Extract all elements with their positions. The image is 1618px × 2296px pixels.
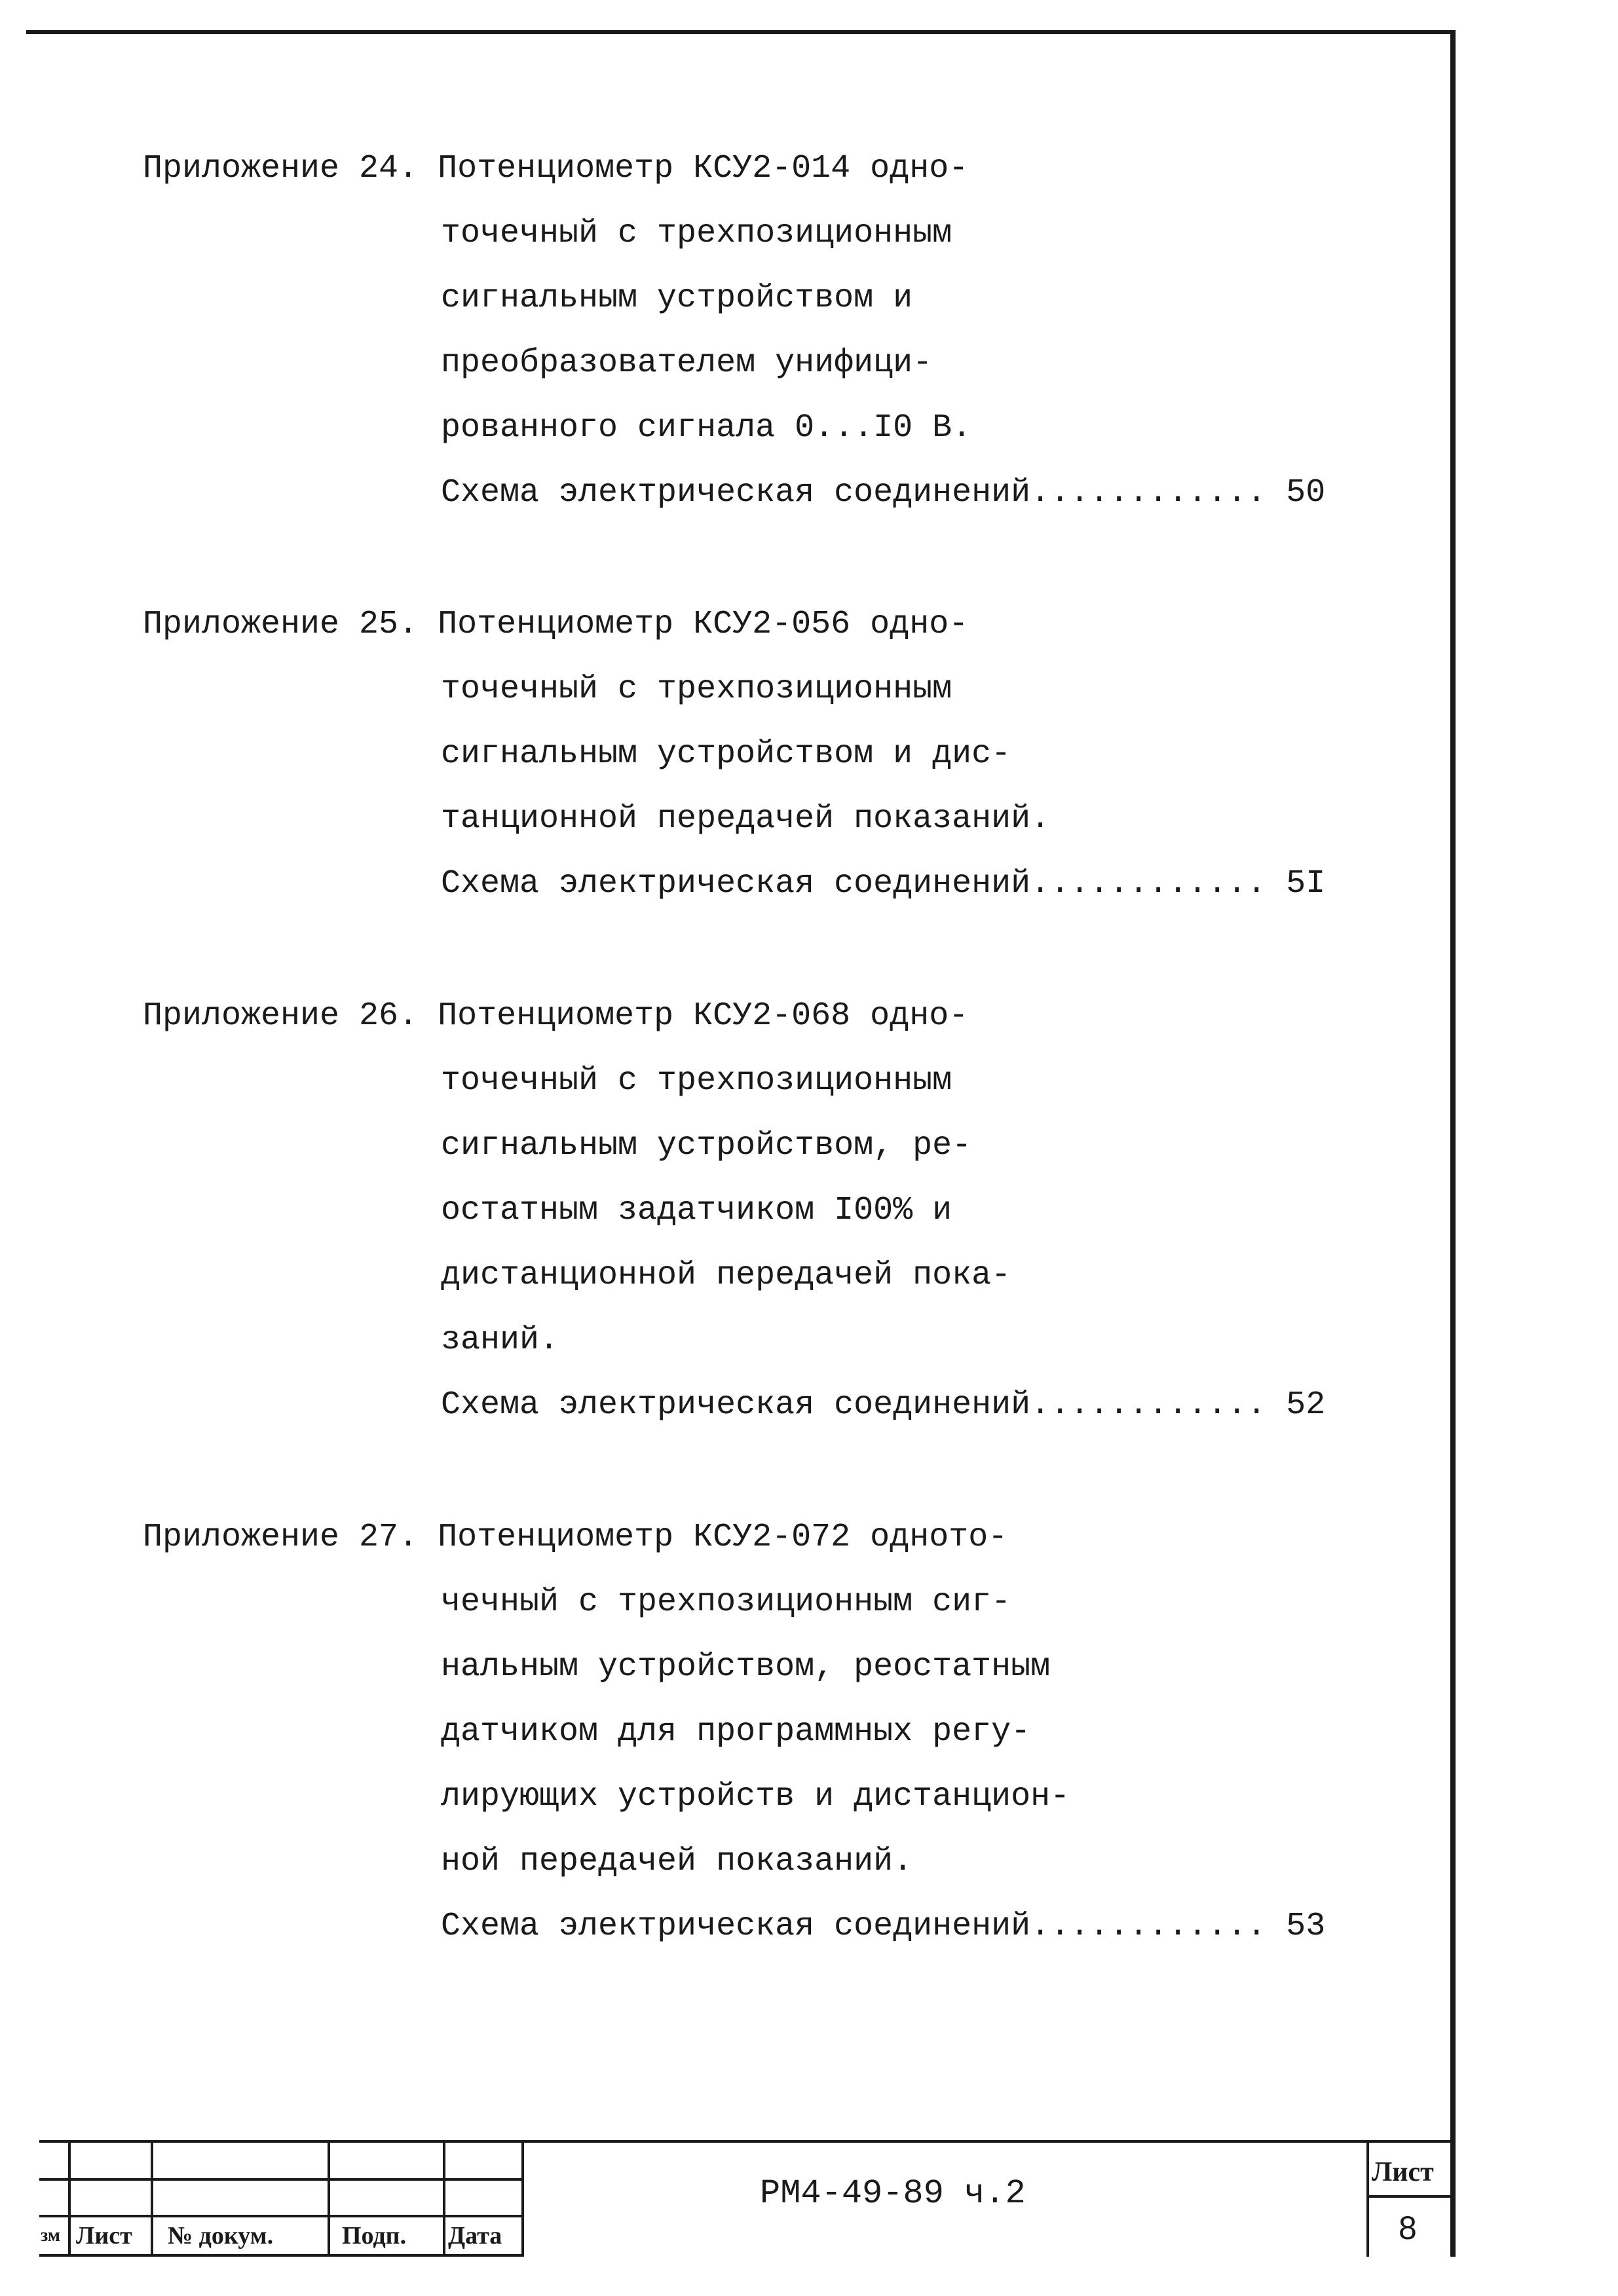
appendix-line: сигнальным устройством и <box>441 280 913 317</box>
appendix-line: остатным задатчиком I00% и <box>441 1192 952 1229</box>
schema-line-with-page: Схема электрическая соединений............ 50 <box>441 474 1326 511</box>
sheet-number: 8 <box>1399 2210 1417 2246</box>
sheet-cell-left-line <box>1366 2140 1369 2257</box>
appendix-line: чечный с трехпозиционным сиг- <box>441 1583 1011 1621</box>
schema-line-with-page: Схема электрическая соединений............ 5I <box>441 865 1326 902</box>
col-label-list: Лист <box>76 2222 132 2250</box>
col-label-doc-number: № докум. <box>168 2222 274 2250</box>
appendix-line: танционной передачей показаний. <box>441 800 1051 838</box>
schema-line-with-page: Схема электрическая соединений............ 53 <box>441 1908 1326 1945</box>
col-label-signature: Подп. <box>342 2222 407 2250</box>
appendix-entry-24 <box>143 136 1420 525</box>
col-label-izm: зм <box>41 2225 60 2246</box>
schema-line-with-page: Схема электрическая соединений............ 52 <box>441 1386 1326 1424</box>
appendix-entry-25 <box>143 592 1420 916</box>
title-block <box>39 2140 1456 2257</box>
title-block-col-line <box>151 2140 153 2257</box>
appendix-line: точечный с трехпозиционным <box>441 215 952 252</box>
appendix-heading: Приложение 24. Потенциометр КСУ2-014 одно- <box>143 150 969 187</box>
frame-top-border <box>26 30 1454 34</box>
frame-right-border <box>1450 30 1456 2257</box>
title-block-top-line <box>39 2140 1456 2143</box>
appendix-line: рованного сигнала 0...I0 В. <box>441 409 972 447</box>
title-block-col-line <box>328 2140 330 2257</box>
title-block-row-line <box>39 2215 524 2217</box>
appendix-line: точечный с трехпозиционным <box>441 1062 952 1100</box>
appendix-heading: Приложение 26. Потенциометр КСУ2-068 одно- <box>143 997 969 1035</box>
appendix-entry-27 <box>143 1505 1420 1959</box>
appendix-entry-26 <box>143 984 1420 1437</box>
title-block-row-line <box>39 2178 524 2181</box>
appendix-line: точечный с трехпозиционным <box>441 671 952 708</box>
appendix-line: дистанционной передачей пока- <box>441 1257 1011 1294</box>
appendix-line: сигнальным устройством, ре- <box>441 1127 972 1164</box>
appendix-line: ной передачей показаний. <box>441 1843 913 1880</box>
appendix-line: заний. <box>441 1322 559 1359</box>
document-code: РМ4-49-89 ч.2 <box>760 2174 1026 2213</box>
appendix-line: сигнальным устройством и дис- <box>441 735 1011 773</box>
col-label-date: Дата <box>448 2222 502 2250</box>
title-block-col-line <box>68 2140 71 2257</box>
title-block-col-line <box>521 2140 524 2257</box>
appendix-line: нальным устройством, реостатным <box>441 1648 1051 1686</box>
appendix-line: лирующих устройств и дистанцион- <box>441 1778 1070 1815</box>
appendix-line: датчиком для программных регу- <box>441 1713 1031 1750</box>
sheet-cell-divider <box>1368 2195 1456 2198</box>
sheet-label: Лист <box>1372 2157 1434 2187</box>
appendix-line: преобразователем унифици- <box>441 344 933 382</box>
title-block-bottom-line <box>39 2254 524 2257</box>
appendix-heading: Приложение 27. Потенциометр КСУ2-072 одното- <box>143 1519 1008 1556</box>
title-block-col-line <box>443 2140 445 2257</box>
appendix-heading: Приложение 25. Потенциометр КСУ2-056 одно- <box>143 606 969 643</box>
